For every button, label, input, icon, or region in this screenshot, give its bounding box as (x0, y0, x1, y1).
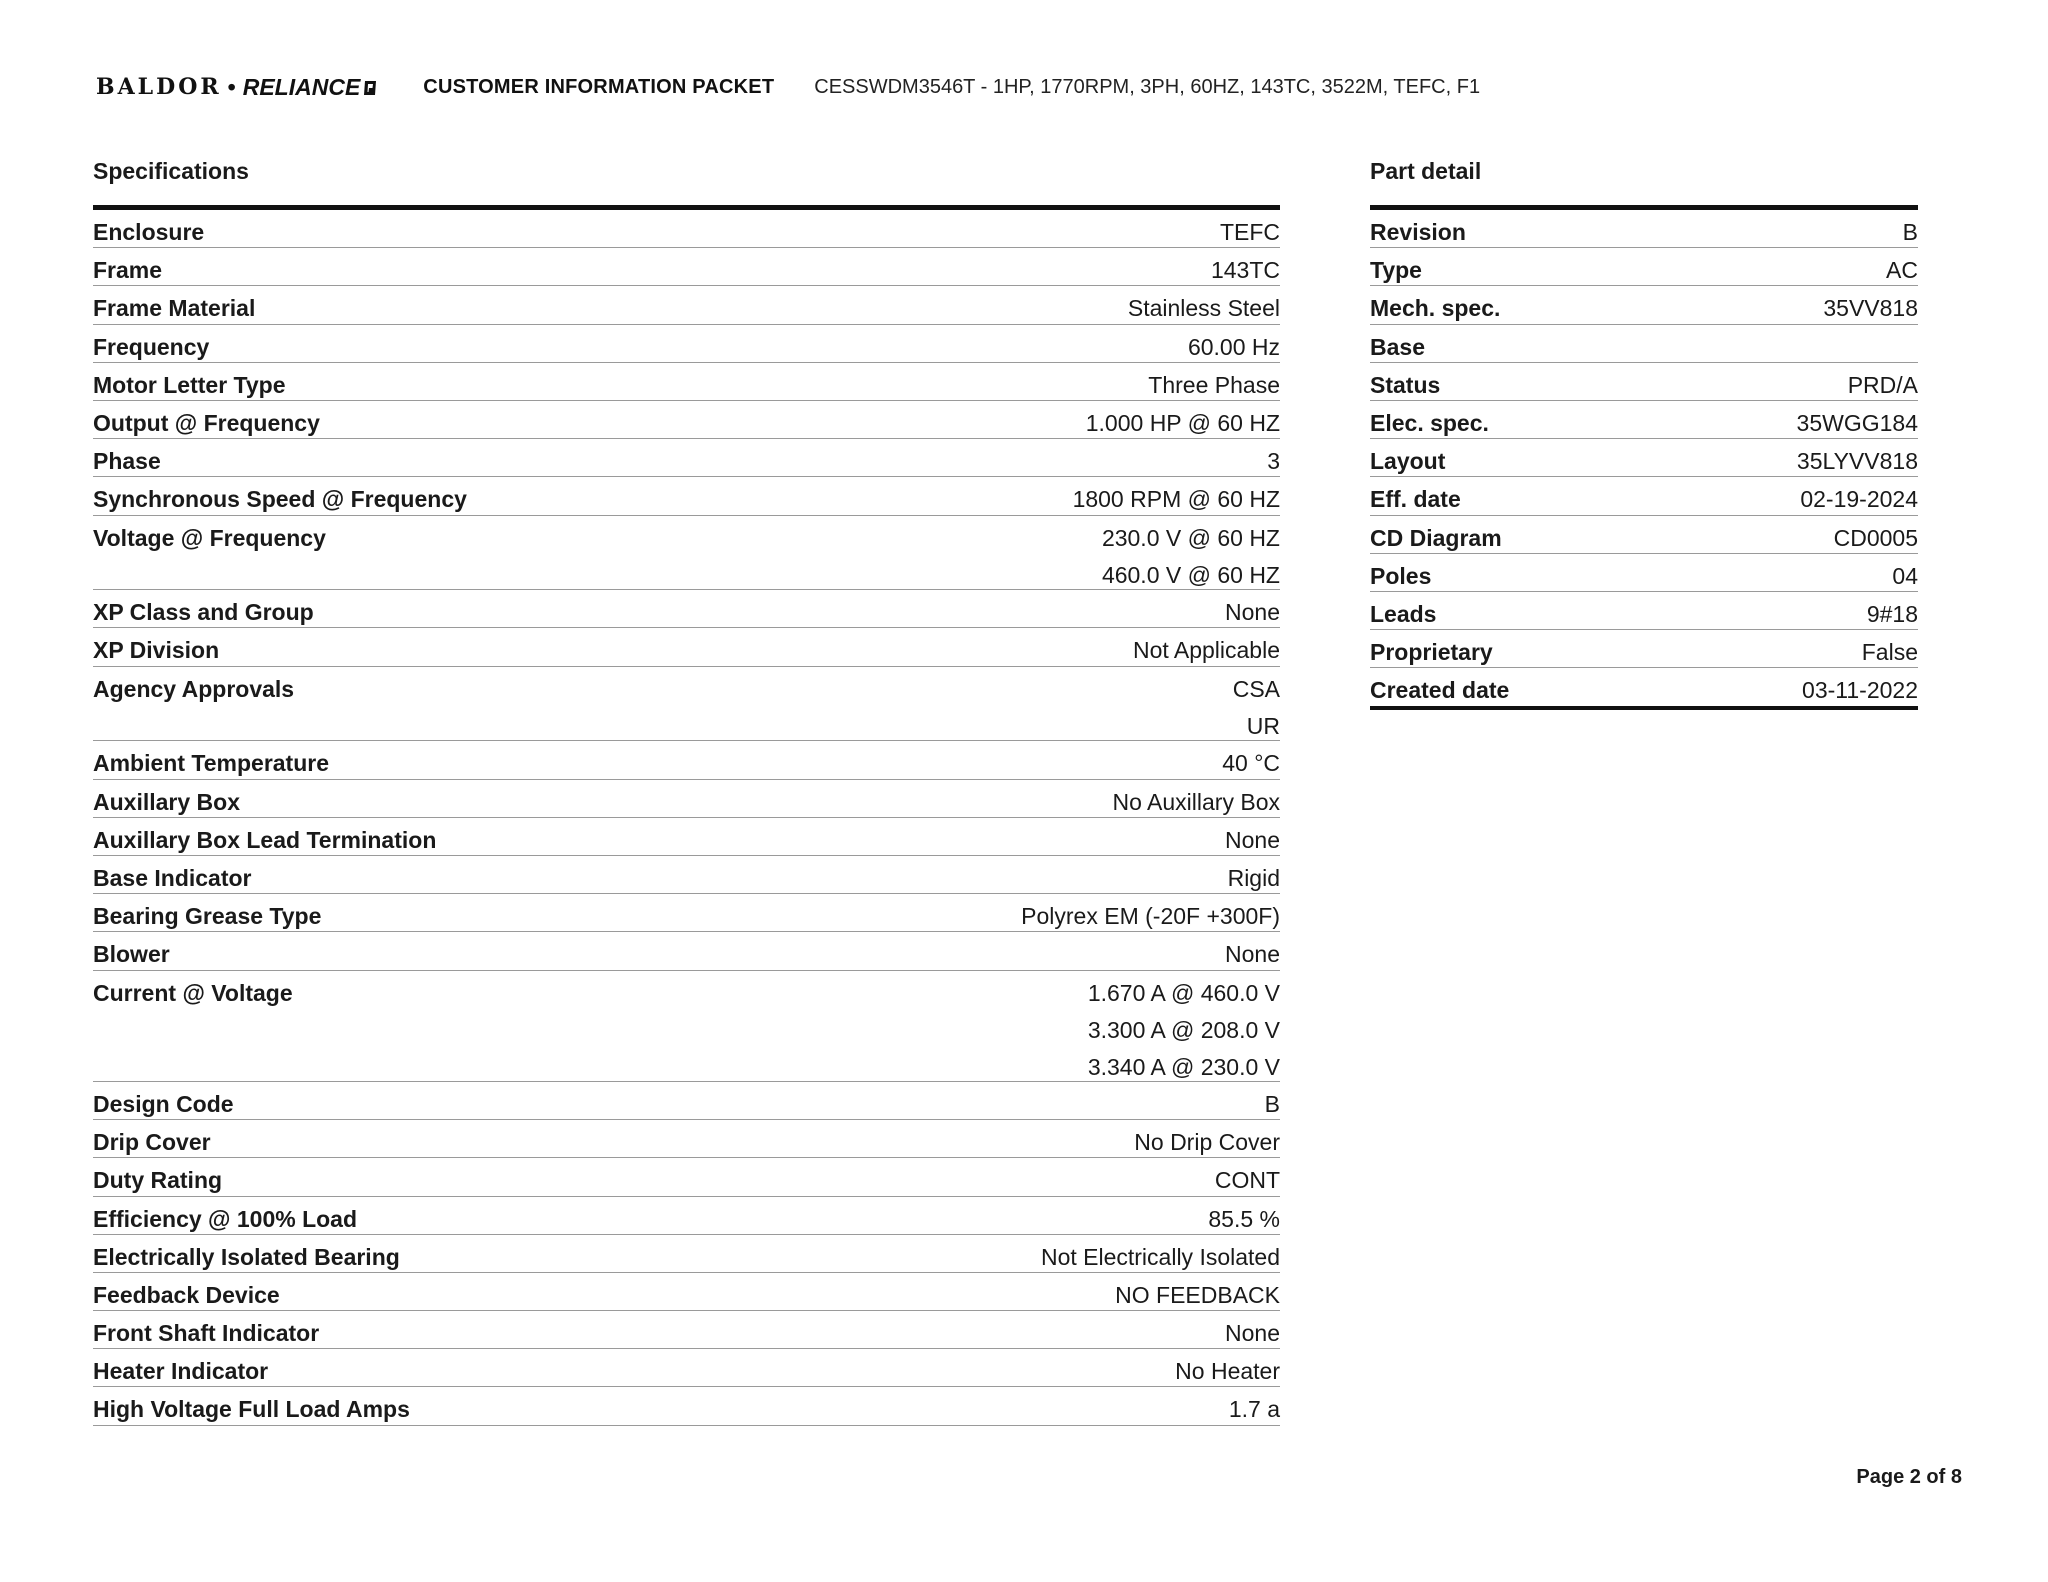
reliance-mark-icon (363, 80, 377, 96)
row-values (1102, 524, 1280, 589)
logo-baldor-text: BALDOR (96, 74, 222, 100)
row-label: Duty Rating (93, 1167, 223, 1194)
row-value: NO FEEDBACK (1115, 1281, 1280, 1308)
table-row (1370, 210, 1918, 248)
row-value: 230.0 V @ 60 HZ (1101, 524, 1280, 551)
part-detail-title: Part detail (1370, 158, 1482, 184)
table-row (1370, 668, 1918, 706)
table-row (93, 1197, 1280, 1235)
row-value: 3.340 A @ 230.0 V (1087, 1053, 1280, 1080)
row-label: Auxillary Box (93, 788, 240, 815)
logo-separator: • (227, 73, 237, 100)
row-values (1128, 294, 1280, 322)
table-row (93, 1235, 1280, 1273)
row-value: 143TC (1210, 257, 1280, 284)
row-label: Electrically Isolated Bearing (93, 1243, 400, 1270)
row-value: 3 (1267, 448, 1280, 475)
row-values (1265, 1090, 1280, 1118)
row-value: 3.300 A @ 208.0 V (1087, 1016, 1280, 1043)
row-value: AC (1886, 257, 1918, 284)
row-value: PRD/A (1847, 371, 1918, 398)
table-row (93, 286, 1280, 324)
table-row (93, 818, 1280, 856)
row-value: 460.0 V @ 60 HZ (1101, 561, 1280, 588)
row-values (1797, 409, 1918, 437)
row-label: Type (1370, 257, 1422, 284)
row-values (1903, 218, 1918, 246)
row-value: Three Phase (1148, 371, 1280, 398)
row-values (1225, 826, 1280, 854)
table-row (93, 971, 1280, 1082)
row-values (1041, 1243, 1280, 1271)
row-value: B (1902, 219, 1918, 245)
row-values (1225, 940, 1280, 968)
row-values (1113, 788, 1280, 816)
row-label: Front Shaft Indicator (93, 1320, 320, 1347)
row-value: 40 °C (1222, 750, 1280, 777)
row-values (1211, 256, 1280, 284)
row-label: Status (1370, 371, 1441, 398)
row-value: None (1225, 941, 1280, 968)
row-label: Frame (93, 257, 163, 284)
row-values (1802, 676, 1918, 704)
table-row (1370, 592, 1918, 630)
row-value: None (1225, 599, 1280, 626)
row-value: 35WGG184 (1796, 409, 1918, 436)
row-label: Proprietary (1370, 639, 1493, 666)
row-value: 02-19-2024 (1800, 486, 1918, 513)
table-row (1370, 477, 1918, 515)
row-value: False (1861, 639, 1918, 666)
row-values (1892, 562, 1918, 590)
row-label: Ambient Temperature (93, 750, 330, 777)
row-label: Heater Indicator (93, 1358, 269, 1385)
row-values (1220, 218, 1280, 246)
table-row (93, 325, 1280, 363)
row-values (1233, 675, 1280, 740)
table-row (1370, 630, 1918, 668)
row-values (1867, 600, 1918, 628)
row-value: TEFC (1219, 219, 1280, 245)
row-values (1188, 333, 1280, 361)
row-label: Mech. spec. (1370, 295, 1501, 322)
row-value: CONT (1214, 1167, 1280, 1194)
row-label: Agency Approvals (93, 675, 295, 702)
row-value: 60.00 Hz (1187, 333, 1280, 360)
row-label: Frequency (93, 333, 210, 360)
row-value: 85.5 % (1208, 1205, 1280, 1232)
row-value: 1.670 A @ 460.0 V (1087, 979, 1280, 1006)
row-value: None (1225, 1320, 1280, 1347)
row-values (1229, 1395, 1280, 1423)
table-row (93, 401, 1280, 439)
row-value: Rigid (1227, 865, 1280, 892)
table-row (1370, 516, 1918, 554)
row-value: B (1264, 1090, 1280, 1117)
row-values (1208, 1205, 1280, 1233)
row-label: Output @ Frequency (93, 409, 320, 436)
row-label: Frame Material (93, 295, 256, 322)
table-row (93, 516, 1280, 591)
row-value: No Drip Cover (1134, 1129, 1280, 1156)
row-values (1073, 485, 1280, 513)
table-row (93, 741, 1280, 779)
row-label: Current @ Voltage (93, 979, 293, 1006)
row-label: Feedback Device (93, 1281, 280, 1308)
row-value: No Heater (1175, 1358, 1280, 1385)
table-row (93, 1158, 1280, 1196)
row-label: Elec. spec. (1370, 409, 1489, 436)
row-label: Layout (1370, 448, 1446, 475)
row-label: CD Diagram (1370, 524, 1502, 551)
row-values (1222, 749, 1280, 777)
table-row (93, 1082, 1280, 1120)
document-header (96, 72, 1480, 102)
table-row (93, 667, 1280, 742)
row-value: None (1225, 826, 1280, 853)
row-values (1225, 1319, 1280, 1347)
row-label: Voltage @ Frequency (93, 524, 326, 551)
table-row (1370, 401, 1918, 439)
row-values (1133, 636, 1280, 664)
table-row (93, 1349, 1280, 1387)
table-row (1370, 325, 1918, 363)
row-label: Auxillary Box Lead Termination (93, 826, 437, 853)
table-row (93, 248, 1280, 286)
specifications-table (93, 205, 1280, 1426)
table-row (93, 1387, 1280, 1425)
table-row (1370, 439, 1918, 477)
row-value: Polyrex EM (-20F +300F) (1021, 903, 1280, 930)
row-values (1862, 638, 1918, 666)
row-values (1848, 371, 1918, 399)
table-row (93, 363, 1280, 401)
row-label: Bearing Grease Type (93, 903, 322, 930)
row-values (1800, 485, 1918, 513)
baldor-reliance-logo (96, 74, 377, 101)
row-values (1086, 409, 1280, 437)
row-label: XP Division (93, 637, 220, 664)
table-row (93, 1311, 1280, 1349)
table-row (1370, 363, 1918, 401)
row-value: 04 (1892, 562, 1918, 589)
row-values (1021, 902, 1280, 930)
row-label: Eff. date (1370, 486, 1461, 513)
row-label: Synchronous Speed @ Frequency (93, 486, 467, 513)
row-value: Not Applicable (1132, 637, 1280, 664)
row-value: No Auxillary Box (1112, 788, 1280, 815)
row-label: Drip Cover (93, 1129, 211, 1156)
row-value: 35VV818 (1823, 295, 1918, 322)
row-label: Created date (1370, 677, 1510, 704)
part-detail-table (1370, 205, 1918, 710)
row-label: Blower (93, 941, 170, 968)
row-value: 03-11-2022 (1802, 677, 1918, 704)
table-row (1370, 286, 1918, 324)
row-label: Motor Letter Type (93, 371, 286, 398)
row-value: CD0005 (1833, 524, 1918, 551)
row-label: Efficiency @ 100% Load (93, 1205, 358, 1232)
table-row (93, 439, 1280, 477)
row-value: 1.7 a (1228, 1396, 1280, 1423)
row-label: Revision (1370, 219, 1466, 245)
logo-reliance-text: RELIANCE (242, 73, 361, 100)
row-value: 9#18 (1866, 600, 1918, 627)
row-label: High Voltage Full Load Amps (93, 1396, 410, 1423)
row-values (1797, 447, 1918, 475)
table-row (93, 894, 1280, 932)
row-values (1886, 256, 1918, 284)
row-values (1834, 524, 1918, 552)
table-row (93, 932, 1280, 970)
table-row (93, 856, 1280, 894)
table-row (93, 628, 1280, 666)
row-value: UR (1246, 712, 1280, 739)
row-label: Leads (1370, 600, 1437, 627)
page-number: Page 2 of 8 (1856, 1466, 1962, 1488)
row-values (1225, 598, 1280, 626)
row-values (1215, 1166, 1280, 1194)
table-row (93, 1273, 1280, 1311)
row-values (1148, 371, 1280, 399)
row-label: Poles (1370, 562, 1432, 589)
table-row (1370, 248, 1918, 286)
row-value: CSA (1232, 675, 1280, 702)
table-row (93, 590, 1280, 628)
table-row (93, 1120, 1280, 1158)
row-label: XP Class and Group (93, 599, 314, 626)
row-label: Base Indicator (93, 865, 252, 892)
row-label: Enclosure (93, 219, 205, 245)
row-values (1267, 447, 1280, 475)
specifications-title: Specifications (93, 158, 249, 184)
row-value: 1.000 HP @ 60 HZ (1085, 409, 1280, 436)
row-values (1134, 1128, 1280, 1156)
table-row (93, 477, 1280, 515)
row-values (1823, 294, 1918, 322)
table-row (1370, 554, 1918, 592)
product-description: CESSWDM3546T - 1HP, 1770RPM, 3PH, 60HZ, 143TC, 3522M, TEFC, F1 (814, 75, 1481, 98)
table-row (93, 210, 1280, 248)
row-values (1088, 979, 1280, 1081)
row-label: Design Code (93, 1090, 234, 1117)
row-label: Base (1370, 333, 1425, 360)
table-row (93, 780, 1280, 818)
row-values (1115, 1281, 1280, 1309)
row-value: Not Electrically Isolated (1040, 1243, 1280, 1270)
row-value: Stainless Steel (1127, 295, 1280, 322)
row-values (1175, 1357, 1280, 1385)
packet-title: CUSTOMER INFORMATION PACKET (423, 75, 775, 98)
row-value: 35LYVV818 (1796, 448, 1918, 475)
row-value: 1800 RPM @ 60 HZ (1072, 486, 1280, 513)
row-label: Phase (93, 448, 161, 475)
row-values (1228, 864, 1280, 892)
